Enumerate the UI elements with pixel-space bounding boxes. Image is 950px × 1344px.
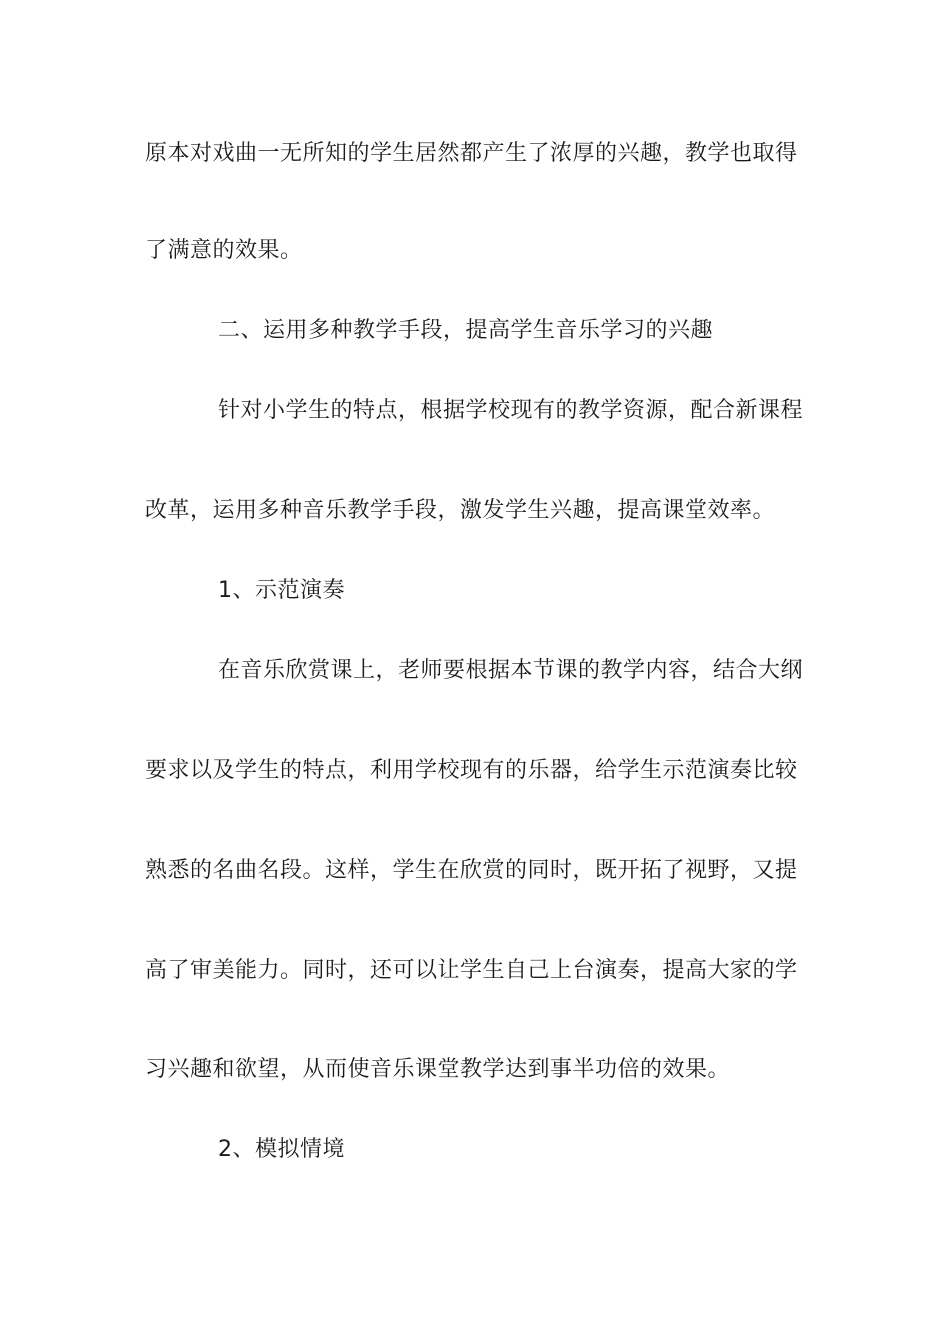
- paragraph-line: 习兴趣和欲望，从而使音乐课堂教学达到事半功倍的效果。: [145, 1057, 731, 1082]
- paragraph-line: 原本对戏曲一无所知的学生居然都产生了浓厚的兴趣，教学也取得: [145, 141, 798, 166]
- paragraph-line: 高了审美能力。同时，还可以让学生自己上台演奏，提高大家的学: [145, 958, 798, 983]
- paragraph-line: 熟悉的名曲名段。这样，学生在欣赏的同时，既开拓了视野，又提: [145, 858, 798, 883]
- subsection-heading: 2、模拟情境: [218, 1137, 345, 1162]
- paragraph-line: 了满意的效果。: [145, 238, 303, 263]
- paragraph-line: 针对小学生的特点，根据学校现有的教学资源，配合新课程: [218, 398, 804, 423]
- paragraph-line: 在音乐欣赏课上，老师要根据本节课的教学内容，结合大纲: [218, 658, 804, 683]
- paragraph-line: 改革，运用多种音乐教学手段，激发学生兴趣，提高课堂效率。: [145, 498, 776, 523]
- subsection-heading: 1、示范演奏: [218, 578, 345, 603]
- section-heading: 二、运用多种教学手段，提高学生音乐学习的兴趣: [218, 318, 714, 343]
- paragraph-line: 要求以及学生的特点，利用学校现有的乐器，给学生示范演奏比较: [145, 758, 798, 783]
